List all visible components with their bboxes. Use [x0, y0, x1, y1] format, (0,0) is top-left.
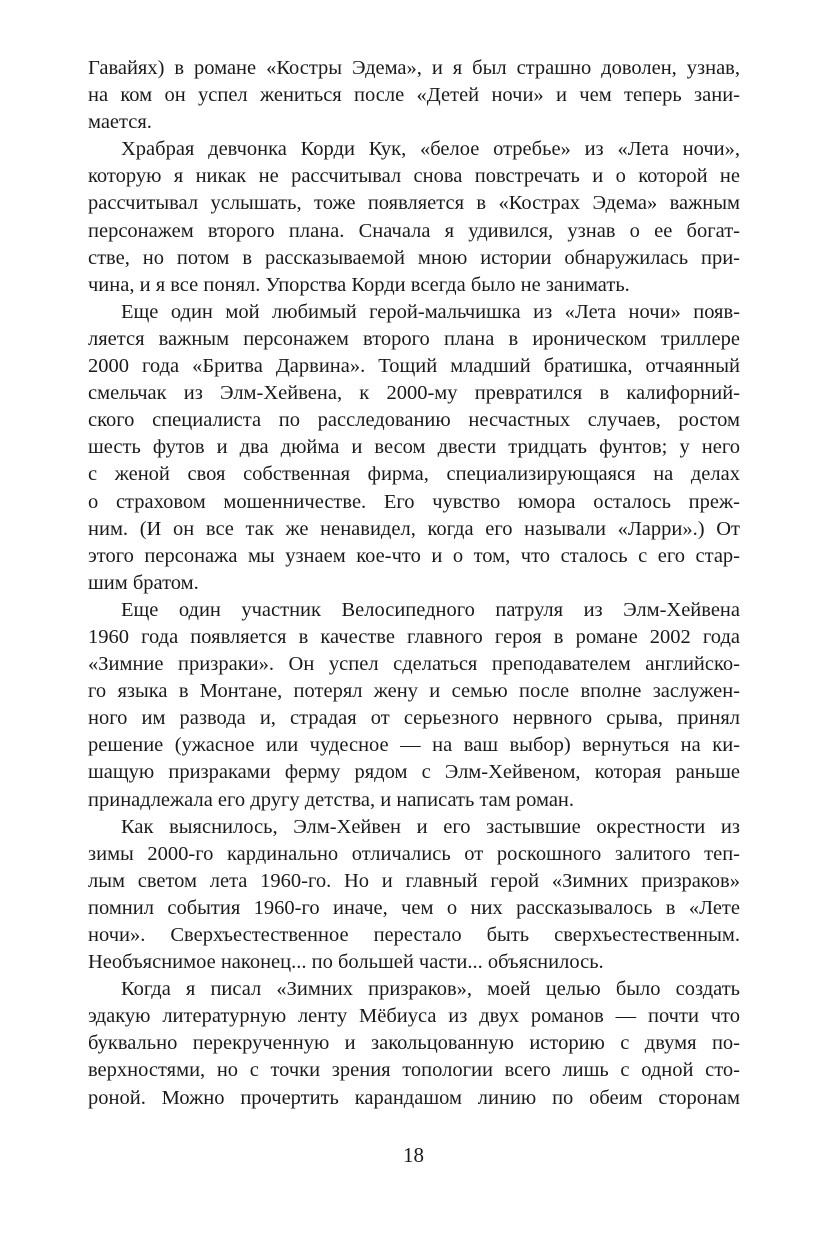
text-line: роной. Можно прочертить карандашом линию по обеим сторонам: [88, 1086, 740, 1109]
text-line: решение (ужасное или чудесное — на ваш выбор) вернуться на ки-: [88, 734, 740, 757]
text-line: буквально перекрученную и закольцованную историю с двумя по-: [88, 1032, 740, 1055]
text-line: го языка в Монтане, потерял жену и семью после вполне заслужен-: [88, 680, 740, 703]
text-line: персонажем второго плана. Сначала я удивился, узнав о ее богат-: [88, 219, 740, 242]
paragraph: [88, 814, 740, 977]
paragraph: [88, 299, 740, 597]
text-line: мается.: [88, 111, 152, 134]
paragraph: [88, 976, 740, 1111]
text-line: ного им развода и, страдая от серьезного нервного срыва, принял: [88, 707, 740, 730]
text-line: зимы 2000-го кардинально отличались от роскошного залитого теп-: [88, 842, 740, 865]
text-line: Необъяснимое наконец... по большей части... объяснилось.: [88, 951, 604, 974]
text-line: Гавайях) в романе «Костры Эдема», и я был страшно доволен, узнав,: [88, 57, 740, 79]
text-line: на ком он успел жениться после «Детей ночи» и чем теперь зани-: [88, 84, 740, 107]
paragraph: [88, 55, 740, 136]
text-line: эдакую литературную ленту Мёбиуса из двух романов — почти что: [88, 1005, 740, 1028]
text-line: Еще один мой любимый герой-мальчишка из «Лета ночи» появ-: [121, 300, 740, 323]
page-body: [88, 55, 740, 1112]
text-line: «Зимние призраки». Он успел сделаться преподавателем английско-: [88, 653, 740, 676]
text-line: смельчак из Элм-Хейвена, к 2000-му превратился в калифорний-: [88, 382, 740, 405]
text-line: ним. (И он все так же ненавидел, когда его называли «Ларри».) От: [88, 517, 740, 540]
text-line: Храбрая девчонка Корди Кук, «белое отребье» из «Лета ночи»,: [121, 138, 740, 161]
paragraph: [88, 597, 740, 814]
text-line: ского специалиста по расследованию несчастных случаев, ростом: [88, 409, 740, 432]
text-line: шесть футов и два дюйма и весом двести тридцать фунтов; у него: [88, 436, 740, 459]
text-line: 1960 года появляется в качестве главного героя в романе 2002 года: [88, 625, 740, 648]
text-line: Как выяснилось, Элм-Хейвен и его застывшие окрестности из: [121, 815, 740, 838]
text-line: лым светом лета 1960-го. Но и главный герой «Зимних призраков»: [88, 869, 740, 892]
paragraph: [88, 136, 740, 299]
text-line: верхностями, но с точки зрения топологии всего лишь с одной сто-: [88, 1059, 740, 1082]
text-line: стве, но потом в рассказываемой мною истории обнаружилась при-: [88, 246, 740, 269]
text-line: с женой своя собственная фирма, специализирующаяся на делах: [88, 463, 740, 486]
text-line: чина, и я все понял. Упорства Корди всегда было не занимать.: [88, 273, 630, 296]
text-line: шащую призраками ферму рядом с Элм-Хейвеном, которая раньше: [88, 761, 740, 784]
text-line: рассчитывал услышать, тоже появляется в «Кострах Эдема» важным: [88, 192, 740, 215]
text-line: 2000 года «Бритва Дарвина». Тощий младший братишка, отчаянный: [88, 355, 740, 378]
text-line: шим братом.: [88, 571, 199, 594]
text-line: Еще один участник Велосипедного патруля из Элм-Хейвена: [121, 598, 740, 621]
text-line: о страховом мошенничестве. Его чувство юмора осталось преж-: [88, 490, 740, 513]
text-line: принадлежала его другу детства, и написать там роман.: [88, 788, 575, 811]
text-line: которую я никак не рассчитывал снова повстречать и о которой не: [88, 165, 740, 188]
text-line: помнил события 1960-го иначе, чем о них рассказывалось в «Лете: [88, 896, 740, 919]
text-line: этого персонажа мы узнаем кое-что и о том, что сталось с его стар-: [88, 544, 740, 567]
page-number: 18: [403, 1143, 424, 1167]
text-line: ночи». Сверхъестественное перестало быть сверхъестественным.: [88, 924, 740, 946]
text-line: Когда я писал «Зимних призраков», моей целью было создать: [121, 978, 740, 1001]
text-line: ляется важным персонажем второго плана в ироническом триллере: [88, 327, 740, 350]
